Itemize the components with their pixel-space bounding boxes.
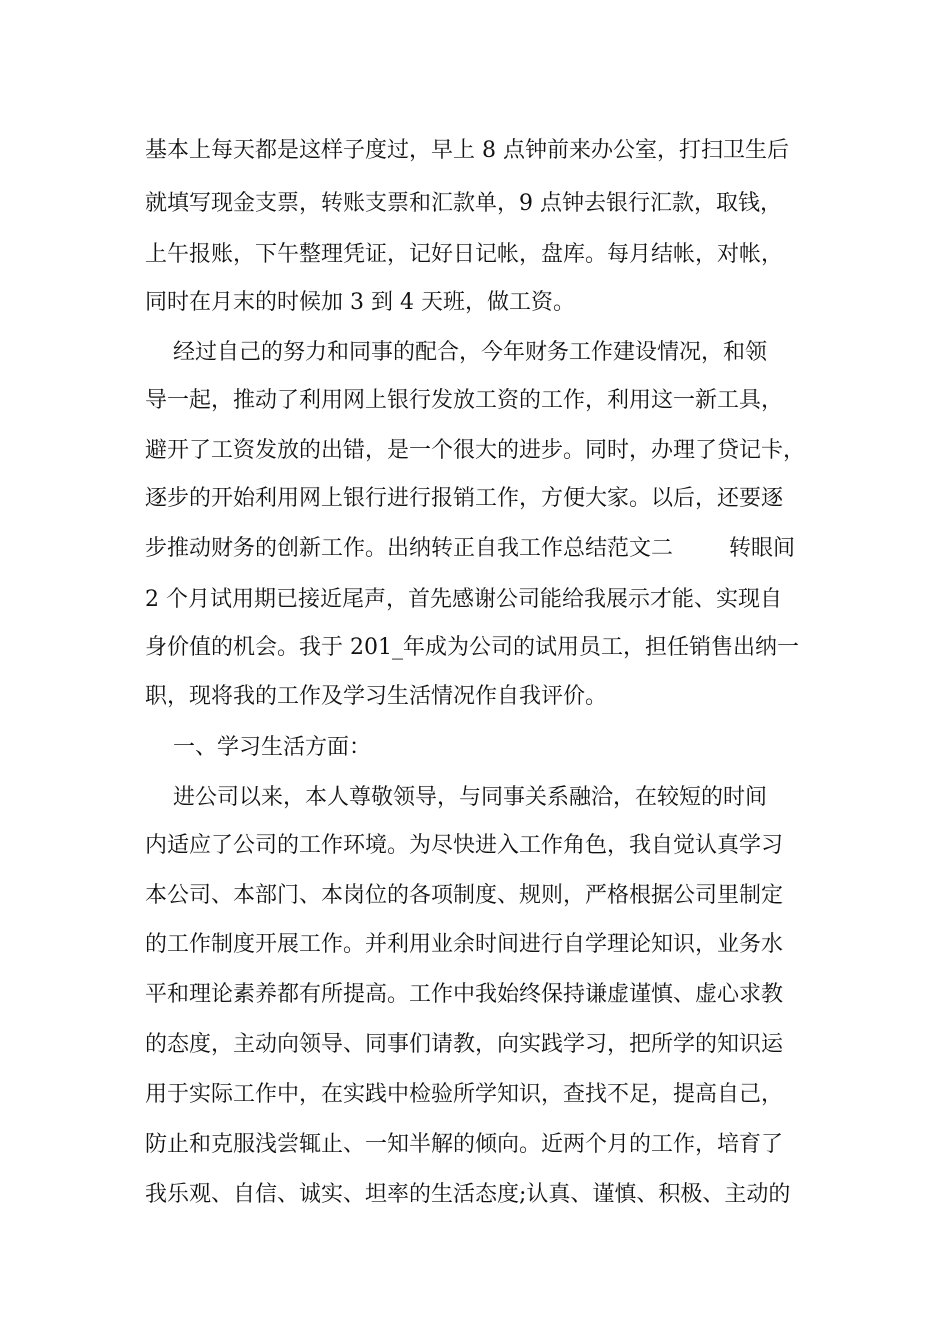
text-line: 平和理论素养都有所提高。工作中我始终保持谦虚谨慎、虚心求教 bbox=[145, 982, 784, 1007]
text-line: 步推动财务的创新工作。出纳转正自我工作总结范文二 转眼间 bbox=[145, 536, 795, 561]
text-line: 导一起，推动了利用网上银行发放工资的工作，利用这一新工具， bbox=[145, 388, 784, 413]
text-line: 经过自己的努力和同事的配合，今年财务工作建设情况，和领 bbox=[145, 340, 767, 365]
text-line: 2 个月试用期已接近尾声，首先感谢公司能给我展示才能、实现自 bbox=[145, 587, 782, 612]
text-line: 职，现将我的工作及学习生活情况作自我评价。 bbox=[145, 684, 608, 709]
section-heading: 一、学习生活方面： bbox=[145, 735, 371, 760]
text-line: 上午报账，下午整理凭证，记好日记帐，盘库。每月结帐，对帐， bbox=[145, 242, 784, 267]
text-line: 逐步的开始利用网上银行进行报销工作，方便大家。以后，还要逐 bbox=[145, 486, 784, 511]
text-line: 我乐观、自信、诚实、坦率的生活态度;认真、谨慎、积极、主动的 bbox=[145, 1182, 791, 1207]
text-line: 就填写现金支票，转账支票和汇款单，9 点钟去银行汇款，取钱， bbox=[145, 191, 782, 216]
text-line: 的态度，主动向领导、同事们请教，向实践学习，把所学的知识运 bbox=[145, 1032, 784, 1057]
text-line: 避开了工资发放的出错，是一个很大的进步。同时，办理了贷记卡， bbox=[145, 438, 806, 463]
text-line: 本公司、本部门、本岗位的各项制度、规则，严格根据公司里制定 bbox=[145, 883, 784, 908]
text-line: 同时在月末的时候加 3 到 4 天班，做工资。 bbox=[145, 290, 575, 315]
text-line: 内适应了公司的工作环境。为尽快进入工作角色，我自觉认真学习 bbox=[145, 833, 784, 858]
text-line: 防止和克服浅尝辄止、一知半解的倾向。近两个月的工作，培育了 bbox=[145, 1132, 784, 1157]
text-line: 基本上每天都是这样子度过，早上 8 点钟前来办公室，打扫卫生后 bbox=[145, 138, 789, 163]
text-line: 用于实际工作中，在实践中检验所学知识，查找不足，提高自己， bbox=[145, 1082, 784, 1107]
text-line: 进公司以来，本人尊敬领导，与同事关系融洽，在较短的时间 bbox=[145, 785, 767, 810]
text-line: 身价值的机会。我于 201_年成为公司的试用员工，担任销售出纳一 bbox=[145, 635, 799, 660]
text-line: 的工作制度开展工作。并利用业余时间进行自学理论知识，业务水 bbox=[145, 932, 784, 957]
